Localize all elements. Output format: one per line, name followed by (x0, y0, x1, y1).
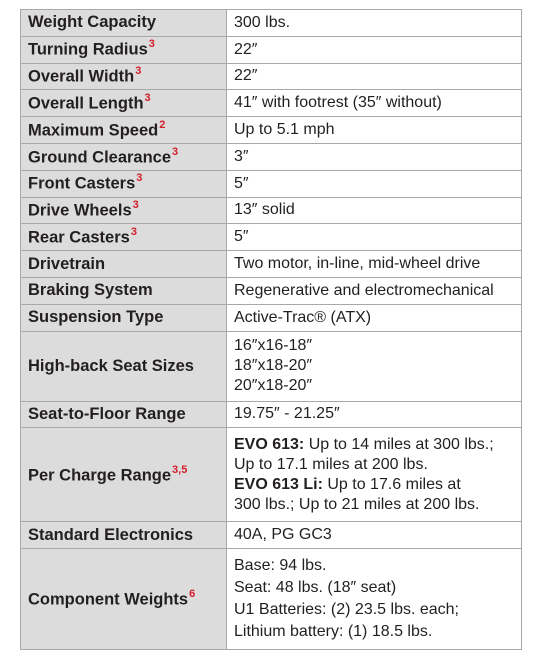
spec-label: Front Casters$^3$ (21, 170, 227, 197)
spec-value: Regenerative and electromechanical (227, 277, 522, 304)
spec-label: Rear Casters$^3$ (21, 224, 227, 251)
spec-row (21, 401, 522, 428)
footnote-marker: 3 (130, 226, 137, 239)
spec-label: Weight Capacity (21, 10, 227, 37)
spec-label: Drivetrain (21, 251, 227, 278)
spec-value: 3″ (227, 143, 522, 170)
spec-label: High-back Seat Sizes (21, 331, 227, 401)
spec-label: Maximum Speed$^2$ (21, 117, 227, 144)
spec-row (21, 224, 522, 251)
spec-value: 5″ (227, 170, 522, 197)
spec-row (21, 277, 522, 304)
spec-label: Braking System (21, 277, 227, 304)
footnote-marker: 3 (172, 145, 179, 158)
spec-label: Component Weights$^6$ (21, 549, 227, 650)
footnote-marker: 3 (148, 38, 155, 51)
spec-value: 19.75″ - 21.25″ (227, 401, 522, 428)
spec-row (21, 304, 522, 331)
spec-row (21, 522, 522, 549)
spec-label: Drive Wheels$^3$ (21, 197, 227, 224)
spec-row (21, 170, 522, 197)
spec-value: 13″ solid (227, 197, 522, 224)
spec-value: 5″ (227, 224, 522, 251)
spec-value: 41″ with footrest (35″ without) (227, 90, 522, 117)
spec-row (21, 117, 522, 144)
spec-value: 40A, PG GC3 (227, 522, 522, 549)
spec-label: Turning Radius$^3$ (21, 36, 227, 63)
footnote-marker: 3,5 (172, 463, 188, 476)
spec-table (20, 9, 522, 650)
spec-value: 22″ (227, 63, 522, 90)
footnote-marker: 2 (159, 118, 166, 131)
spec-value: Base: 94 lbs. Seat: 48 lbs. (18″ seat) U1 Batteries: (2) 23.5 lbs. each; Lithium battery: (1) 18.5 lbs. (227, 549, 522, 650)
spec-label: Overall Length$^3$ (21, 90, 227, 117)
footnote-marker: 3 (135, 65, 142, 78)
footnote-marker: 3 (132, 199, 139, 212)
spec-value: 22″ (227, 36, 522, 63)
spec-value: EVO 613: Up to 14 miles at 300 lbs.; Up to 17.1 miles at 200 lbs. EVO 613 Li: Up to 17.6 miles at 300 lbs.; Up to 21 miles at 200 lbs. (227, 428, 522, 522)
spec-row (21, 549, 522, 650)
spec-label: Seat-to-Floor Range (21, 401, 227, 428)
spec-row (21, 90, 522, 117)
footnote-marker: 3 (136, 172, 143, 185)
spec-row (21, 143, 522, 170)
spec-row (21, 36, 522, 63)
spec-value: Up to 5.1 mph (227, 117, 522, 144)
spec-value: Active-Trac® (ATX) (227, 304, 522, 331)
spec-row (21, 197, 522, 224)
spec-row (21, 331, 522, 401)
spec-label: Overall Width$^3$ (21, 63, 227, 90)
spec-label: Standard Electronics (21, 522, 227, 549)
spec-row (21, 428, 522, 522)
spec-label: Per Charge Range$^{3,5}$ (21, 428, 227, 522)
spec-value: 300 lbs. (227, 10, 522, 37)
spec-value: Two motor, in-line, mid-wheel drive (227, 251, 522, 278)
spec-row (21, 10, 522, 37)
spec-row (21, 251, 522, 278)
spec-row (21, 63, 522, 90)
spec-label: Ground Clearance$^3$ (21, 143, 227, 170)
spec-value: 16″x16-18″ 18″x18-20″ 20″x18-20″ (227, 331, 522, 401)
footnote-marker: 6 (189, 587, 196, 600)
spec-label: Suspension Type (21, 304, 227, 331)
footnote-marker: 3 (144, 92, 151, 105)
